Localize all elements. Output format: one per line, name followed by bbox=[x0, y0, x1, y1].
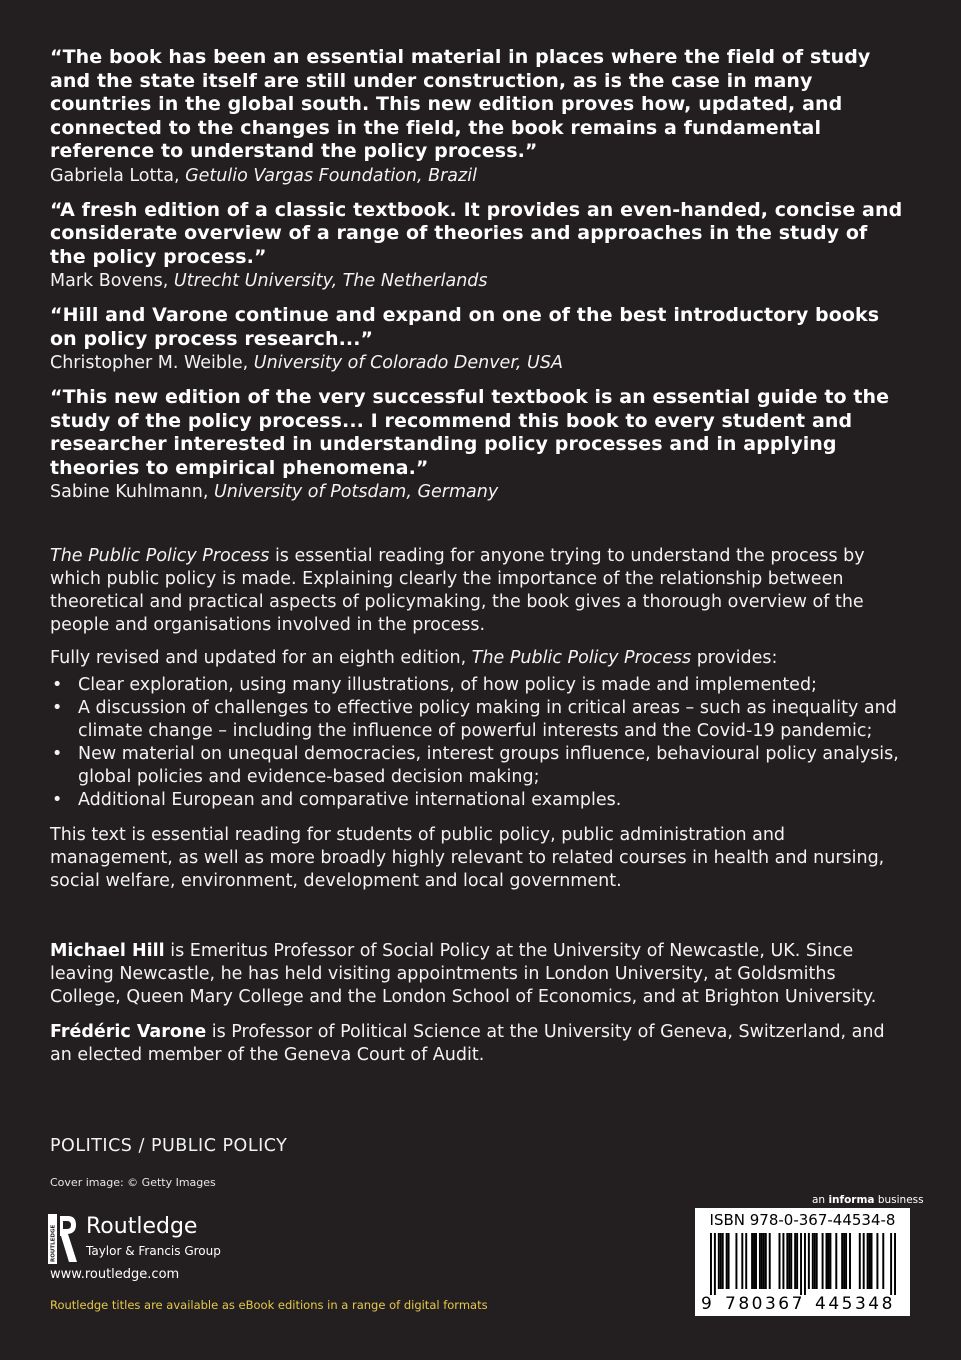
publisher-name: Routledge bbox=[86, 1214, 198, 1239]
barcode-digits-right: 445348 bbox=[815, 1294, 895, 1314]
barcode-bar bbox=[845, 1233, 847, 1289]
barcode-bar bbox=[728, 1233, 730, 1289]
list-item: • Additional European and comparative international examples. bbox=[52, 790, 622, 810]
endorsement-attribution bbox=[50, 165, 908, 187]
barcode-bar bbox=[790, 1233, 792, 1289]
endorser-affiliation: University of Colorado Denver, USA bbox=[253, 353, 563, 373]
list-item: • New material on unequal democracies, interest groups influence, behavioural policy analysis, global policies and evidence-based decision making; bbox=[52, 744, 899, 787]
isbn-barcode bbox=[695, 1208, 910, 1316]
barcode-bar bbox=[849, 1233, 851, 1289]
book-title: The Public Policy Process bbox=[471, 648, 692, 668]
endorser-affiliation: University of Potsdam, Germany bbox=[213, 482, 499, 502]
barcode-bar bbox=[894, 1233, 896, 1295]
author-name: Frédéric Varone bbox=[50, 1022, 207, 1042]
main-content bbox=[50, 46, 908, 1067]
endorser-affiliation: Getulio Vargas Foundation, Brazil bbox=[185, 165, 477, 186]
routledge-logo bbox=[48, 1214, 248, 1264]
barcode-bar bbox=[882, 1233, 884, 1289]
quote-block bbox=[50, 304, 908, 374]
barcode-bar bbox=[769, 1233, 771, 1289]
barcode-bar bbox=[859, 1233, 861, 1289]
subject-category: POLITICS / PUBLIC POLICY bbox=[50, 1136, 288, 1156]
routledge-r-icon bbox=[48, 1214, 78, 1264]
barcode-bar bbox=[808, 1233, 810, 1289]
barcode-bar bbox=[759, 1233, 761, 1289]
author-bio: Frédéric Varone is Professor of Political Science at the University of Geneva, Switzerland, and an elected member of the Geneva Court of Audit. bbox=[50, 1022, 885, 1065]
quote-block bbox=[50, 199, 908, 293]
endorsement-quote: “The book has been an essential material in places where the field of study and the state itself are still under construction, as is the case in many countries in the global south. This new edition proves how, updated, and connected to the changes in the field, the book remains a fundamental reference to understand the policy process.” bbox=[50, 46, 871, 162]
list-item: • A discussion of challenges to effective policy making in critical areas – such as inequality and climate change – including the influence of powerful interests and the Covid-19 pandemic; bbox=[52, 698, 897, 741]
barcode-bar bbox=[800, 1233, 802, 1295]
barcode-digits-left: 780367 bbox=[725, 1294, 805, 1314]
informa-brand: informa bbox=[828, 1194, 875, 1206]
isbn-label: ISBN 978-0-367-44534-8 bbox=[709, 1211, 896, 1229]
publisher-website[interactable]: www.routledge.com bbox=[50, 1267, 180, 1282]
barcode-bar bbox=[843, 1233, 845, 1289]
description-text: is essential reading for anyone trying to understand the process by which public policy is made. Explaining clearly the importance of the relationship between theoretical and practical aspects of policymaking, the book gives a thorough overview of the people and organisations involved in the process. bbox=[50, 546, 865, 635]
endorsement-attribution bbox=[50, 352, 908, 374]
barcode-bar bbox=[812, 1233, 814, 1289]
barcode-bar bbox=[841, 1233, 843, 1289]
barcode-bar bbox=[763, 1233, 765, 1289]
bullet-icon: • bbox=[52, 675, 63, 695]
barcode-bar bbox=[786, 1233, 788, 1289]
routledge-vertical-text: ROUTLEDGE bbox=[50, 1224, 57, 1262]
bullet-icon: • bbox=[52, 790, 63, 810]
endorsement-attribution bbox=[50, 270, 908, 292]
bullet-icon: • bbox=[52, 698, 63, 718]
barcode-bar bbox=[796, 1233, 798, 1289]
barcode-bar bbox=[827, 1233, 829, 1289]
barcode-bar bbox=[718, 1233, 720, 1289]
closing-paragraph: This text is essential reading for students of public policy, public administration and management, as well as more broadly highly relevant to related courses in health and nursing, social welfare, environment, development and local government. bbox=[50, 825, 885, 891]
barcode-bar bbox=[788, 1233, 790, 1289]
endorsement-attribution bbox=[50, 481, 908, 503]
barcode-digits bbox=[695, 1294, 910, 1314]
barcode-bar bbox=[869, 1233, 871, 1289]
endorser-affiliation: Utrecht University, The Netherlands bbox=[173, 271, 488, 291]
endorsement-quote: “A fresh edition of a classic textbook. It provides an even-handed, concise and considerate overview of a range of theories and approaches in the study of the policy process.” bbox=[50, 198, 903, 268]
author-bio: Michael Hill is Emeritus Professor of Social Policy at the University of Newcastle, UK. Since leaving Newcastle, he has held visiting appointments in London University, at Goldsmiths College, Queen Mary College and the London School of Economics, and at Brighton University. bbox=[50, 941, 877, 1007]
barcode-bar bbox=[710, 1233, 712, 1295]
endorser-name: Christopher M. Weible, bbox=[50, 353, 249, 373]
barcode-bar bbox=[722, 1233, 724, 1289]
book-title: The Public Policy Process bbox=[50, 546, 270, 566]
bullet-icon: • bbox=[52, 744, 63, 764]
provides-prefix: Fully revised and updated for an eighth edition, bbox=[50, 648, 472, 668]
barcode-bar bbox=[755, 1233, 757, 1289]
barcode-bar bbox=[751, 1233, 753, 1289]
barcode-bar bbox=[765, 1233, 767, 1289]
endorser-name: Mark Bovens, bbox=[50, 271, 169, 291]
barcode-bar bbox=[871, 1233, 873, 1289]
publisher-group: Taylor & Francis Group bbox=[86, 1244, 221, 1258]
barcode-bars bbox=[710, 1233, 896, 1295]
barcode-bar bbox=[714, 1233, 716, 1295]
barcode-bar bbox=[816, 1233, 818, 1289]
endorser-name: Gabriela Lotta, bbox=[50, 165, 180, 186]
barcode-bar bbox=[720, 1233, 722, 1289]
provides-suffix: provides: bbox=[691, 648, 778, 668]
barcode-bar bbox=[822, 1233, 824, 1289]
barcode-bar bbox=[826, 1233, 828, 1289]
barcode-bar bbox=[814, 1233, 816, 1289]
barcode-bar bbox=[890, 1233, 892, 1295]
feature-list bbox=[50, 674, 908, 812]
barcode-bar bbox=[761, 1233, 763, 1289]
provides-intro bbox=[50, 647, 908, 670]
endorsement-quote: “This new edition of the very successful textbook is an essential guide to the study of the policy process... I recommend this book to every student and researcher interested in understanding policy processes and in applying theories to empirical phenomena.” bbox=[50, 386, 890, 479]
list-item: • Clear exploration, using many illustrations, of how policy is made and implemented; bbox=[52, 675, 817, 695]
barcode-digit-first: 9 bbox=[701, 1294, 712, 1314]
barcode-bar bbox=[741, 1233, 743, 1289]
barcode-bar bbox=[735, 1233, 737, 1289]
quote-block bbox=[50, 46, 908, 187]
informa-business-tag: an informa business bbox=[812, 1194, 924, 1206]
barcode-bar bbox=[753, 1233, 755, 1289]
author-name: Michael Hill bbox=[50, 941, 165, 961]
barcode-bar bbox=[867, 1233, 869, 1289]
ebook-note: Routledge titles are available as eBook editions in a range of digital formats bbox=[50, 1298, 488, 1312]
barcode-bar bbox=[863, 1233, 865, 1289]
cover-image-credit: Cover image: © Getty Images bbox=[50, 1176, 216, 1189]
barcode-bar bbox=[794, 1233, 796, 1289]
book-description bbox=[50, 545, 908, 637]
endorsement-quote: “Hill and Varone continue and expand on one of the best introductory books on policy process research...” bbox=[50, 304, 880, 350]
barcode-bar bbox=[876, 1233, 878, 1289]
barcode-bar bbox=[835, 1233, 837, 1289]
barcode-bar bbox=[726, 1233, 728, 1289]
endorser-name: Sabine Kuhlmann, bbox=[50, 482, 209, 502]
quote-block bbox=[50, 386, 908, 503]
barcode-bar bbox=[804, 1233, 806, 1295]
barcode-bar bbox=[745, 1233, 747, 1289]
barcode-bar bbox=[829, 1233, 831, 1289]
barcode-bar bbox=[779, 1233, 781, 1289]
barcode-bar bbox=[782, 1233, 784, 1289]
